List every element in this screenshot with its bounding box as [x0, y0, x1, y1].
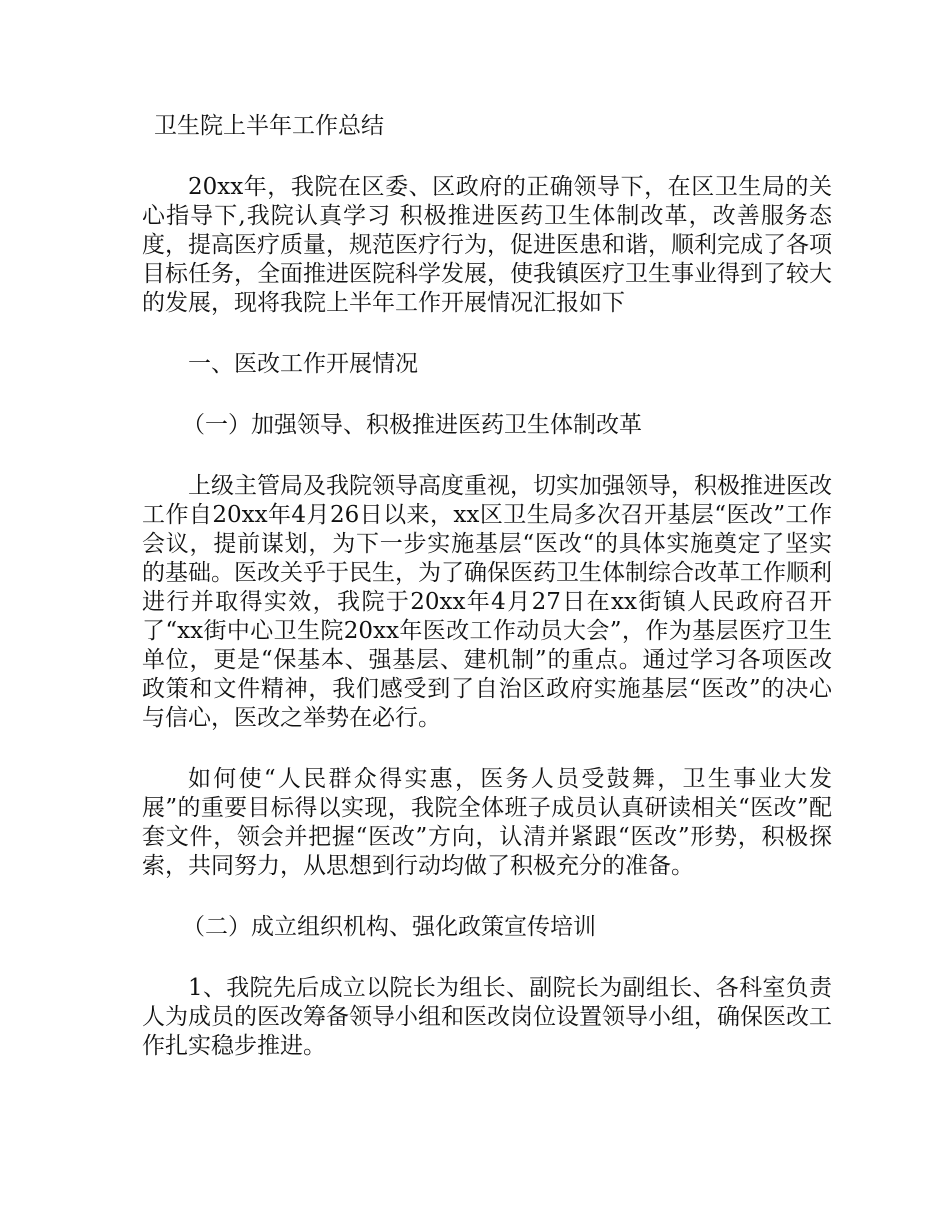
document-title: 卫生院上半年工作总结 — [154, 113, 384, 139]
intro-paragraph: 20xx年，我院在区委、区政府的正确领导下，在区卫生局的关心指导下,我院认真学习 积极推进医药卫生体制改革，改善服务态度，提高医疗质量，规范医疗行为，促进医患和谐，顺利完成了各项目标任务，全面推进医院科学发展，使我镇医疗卫生事业得到了较大的发展，现将我院上半年工作开展情况汇报如下 — [142, 174, 832, 316]
document-body — [142, 112, 832, 1093]
leadership-paragraph: 上级主管局及我院领导高度重视，切实加强领导，积极推进医改工作自20xx年4月26日以来，xx区卫生局多次召开基层“医改”工作会议，提前谋划，为下一步实施基层“医改“的具体实施奠定了坚实的基础。医改关乎于民生，为了确保医药卫生体制综合改革工作顺利进行并取得实效，我院于20xx年4月27日在xx街镇人民政府召开了“xx街中心卫生院20xx年医改工作动员大会”，作为基层医疗卫生单位，更是“保基本、强基层、建机制”的重点。通过学习各项医改政策和文件精神，我们感受到了自治区政府实施基层“医改”的决心与信心，医改之举势在必行。 — [142, 473, 832, 731]
subsection-heading-leadership: （一）加强领导、积极推进医药卫生体制改革 — [182, 412, 642, 438]
organization-paragraph: 1、我院先后成立以院长为组长、副院长为副组长、各科室负责人为成员的医改筹备领导小组和医改岗位设置领导小组，确保医改工作扎实稳步推进。 — [142, 975, 832, 1059]
subsection-heading-organization: （二）成立组织机构、强化政策宣传培训 — [182, 914, 596, 940]
goals-paragraph: 如何使“人民群众得实惠，医务人员受鼓舞，卫生事业大发展”的重要目标得以实现，我院全体班子成员认真研读相关“医改”配套文件，领会并把握“医改”方向，认清并紧跟“医改”形势，积极探索，共同努力，从思想到行动均做了积极充分的准备。 — [142, 766, 832, 879]
section-heading-reform: 一、医改工作开展情况 — [188, 351, 418, 377]
